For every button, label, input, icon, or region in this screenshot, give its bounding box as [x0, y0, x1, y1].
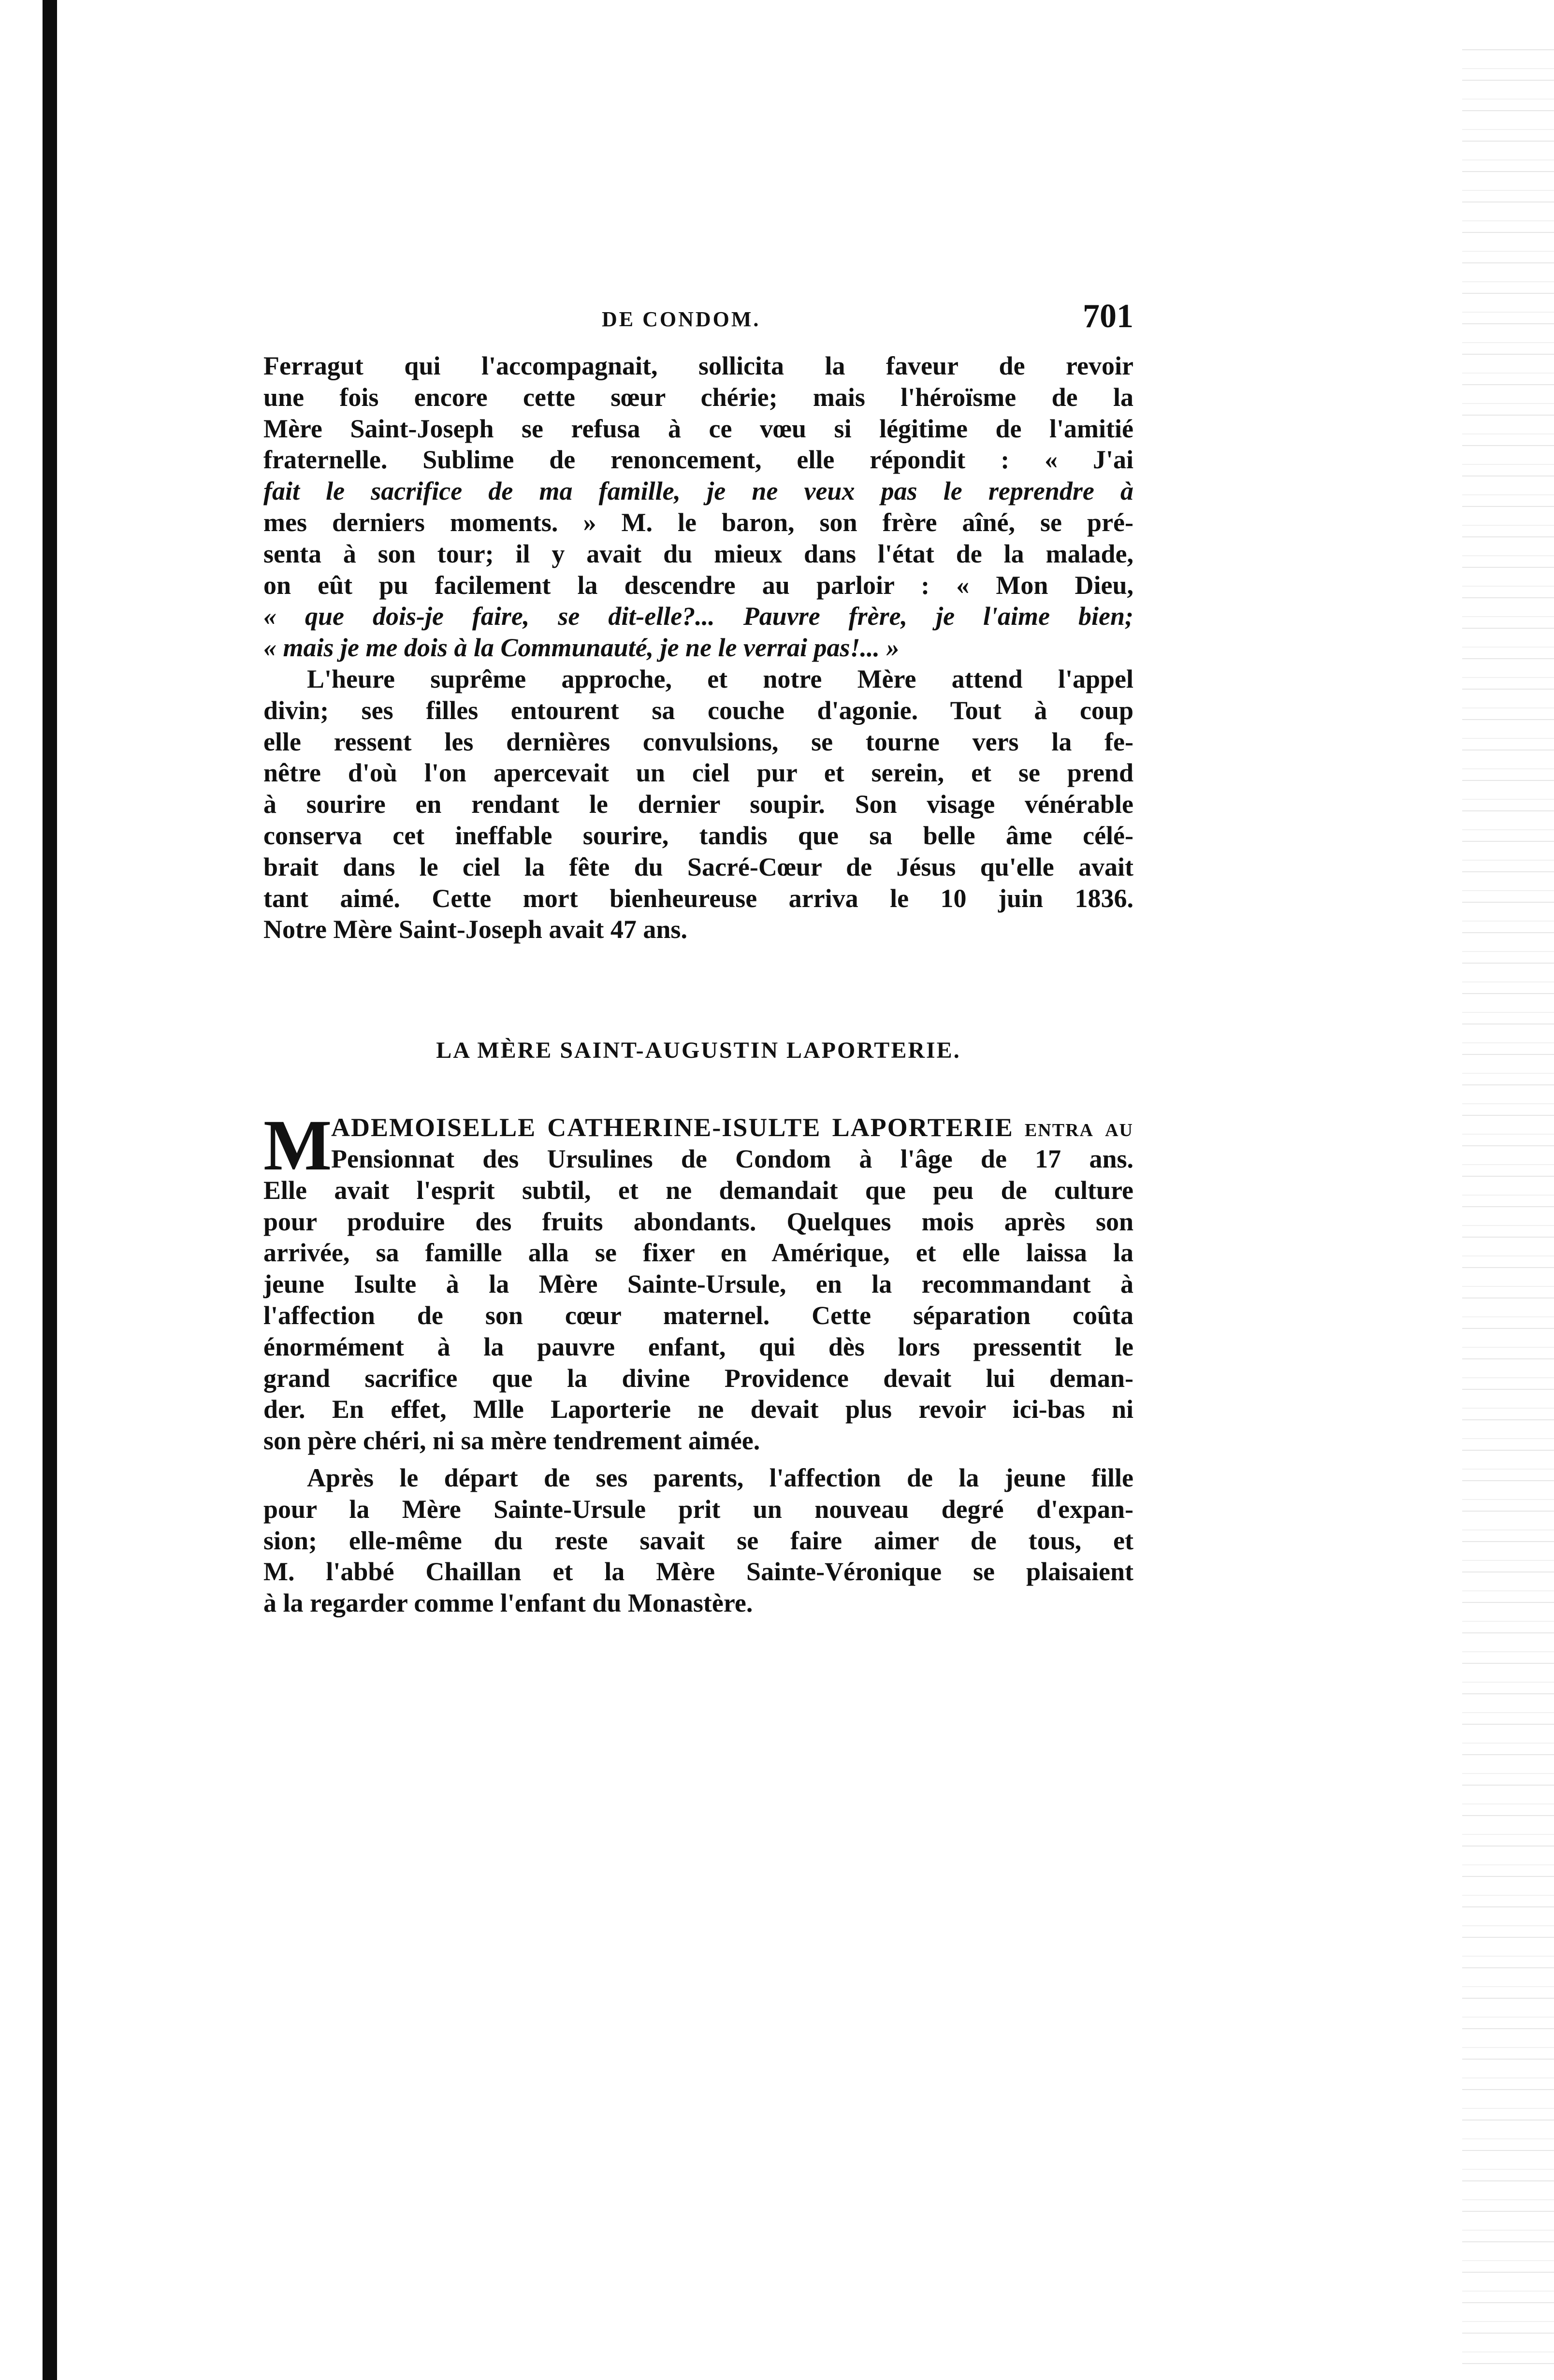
scan-binding-shadow [43, 0, 57, 2380]
text-line: « mais je me dois à la Communauté, je ne le verrai pas!... » [263, 633, 900, 663]
text-line: elle ressent les dernières convulsions, se tourne vers la fe- [263, 727, 1133, 756]
text-line: Mère Saint-Joseph se refusa à ce vœu si légitime de l'amitié [263, 414, 1133, 443]
death-paragraph [263, 664, 1133, 945]
text-line: Ferragut qui l'accompagnait, sollicita la faveur de revoir [263, 351, 1133, 380]
text-line: mes derniers moments. » M. le baron, son frère aîné, se pré- [263, 507, 1133, 537]
text-line: l'affection de son cœur maternel. Cette séparation coûta [263, 1300, 1133, 1330]
text-line: tant aimé. Cette mort bienheureuse arriva le 10 juin 1836. [263, 883, 1133, 913]
text-line: sion; elle-même du reste savait se faire aimer de tous, et [263, 1526, 1133, 1555]
running-title: DE CONDOM. [602, 307, 761, 331]
text-line: der. En effet, Mlle Laporterie ne devait plus revoir ici-bas ni [263, 1395, 1133, 1424]
text-line: ADEMOISELLE CATHERINE-ISULTE LAPORTERIE entra au [331, 1113, 1133, 1142]
text-line: à la regarder comme l'enfant du Monastère. [263, 1588, 753, 1618]
second-paragraph [263, 1462, 1133, 1619]
text-line: L'heure suprême approche, et notre Mère attend l'appel [307, 664, 1133, 693]
text-line: conserva cet ineffable sourire, tandis que sa belle âme célé- [263, 821, 1133, 850]
text-line: fait le sacrifice de ma famille, je ne veux pas le reprendre à [263, 476, 1133, 506]
scan-page-edge [1462, 39, 1554, 2380]
text-line: énormément à la pauvre enfant, qui dès lors pressentit le [263, 1332, 1133, 1361]
text-line: divin; ses filles entourent sa couche d'agonie. Tout à coup [263, 695, 1133, 725]
page-number: 701 [1083, 298, 1133, 335]
text-line: on eût pu facilement la descendre au parloir : « Mon Dieu, [263, 570, 1133, 600]
text-line: brait dans le ciel la fête du Sacré-Cœur de Jésus qu'elle avait [263, 852, 1133, 881]
text-line: M. l'abbé Chaillan et la Mère Sainte-Véronique se plaisaient [263, 1557, 1133, 1587]
paragraph-gap [263, 1457, 1133, 1462]
running-head [263, 297, 1133, 350]
text-line: nêtre d'où l'on apercevait un ciel pur et serein, et se prend [263, 758, 1133, 788]
text-line: à sourire en rendant le dernier soupir. Son visage vénérable [263, 790, 1133, 819]
book-page [263, 297, 1133, 1619]
text-line: son père chéri, ni sa mère tendrement aimée. [263, 1426, 760, 1456]
text-line: pour la Mère Sainte-Ursule prit un nouveau degré d'expan- [263, 1494, 1133, 1524]
text-line: une fois encore cette sœur chérie; mais l'héroïsme de la [263, 382, 1133, 412]
text-line: arrivée, sa famille alla se fixer en Amérique, et elle laissa la [263, 1238, 1133, 1268]
text-line: grand sacrifice que la divine Providence devait lui deman- [263, 1363, 1133, 1393]
text-line: Après le départ de ses parents, l'affection de la jeune fille [307, 1463, 1133, 1492]
text-line: Notre Mère Saint-Joseph avait 47 ans. [263, 915, 687, 944]
text-line: fraternelle. Sublime de renoncement, elle répondit : « J'ai [263, 445, 1133, 475]
drop-cap: M [263, 1105, 332, 1186]
text-line: Elle avait l'esprit subtil, et ne demandait que peu de culture [263, 1175, 1133, 1205]
text-line: jeune Isulte à la Mère Sainte-Ursule, en la recommandant à [263, 1269, 1133, 1299]
text-line: pour produire des fruits abondants. Quelques mois après son [263, 1207, 1133, 1236]
opening-paragraph [263, 1105, 1133, 1457]
section-heading: LA MÈRE SAINT-AUGUSTIN LAPORTERIE. [436, 1038, 961, 1064]
text-line: Pensionnat des Ursulines de Condom à l'âge de 17 ans. [331, 1144, 1133, 1173]
continuation-paragraph [263, 350, 1133, 664]
text-line: « que dois-je faire, se dit-elle?... Pauvre frère, je l'aime bien; [263, 602, 1133, 631]
text-line: senta à son tour; il y avait du mieux dans l'état de la malade, [263, 539, 1133, 568]
